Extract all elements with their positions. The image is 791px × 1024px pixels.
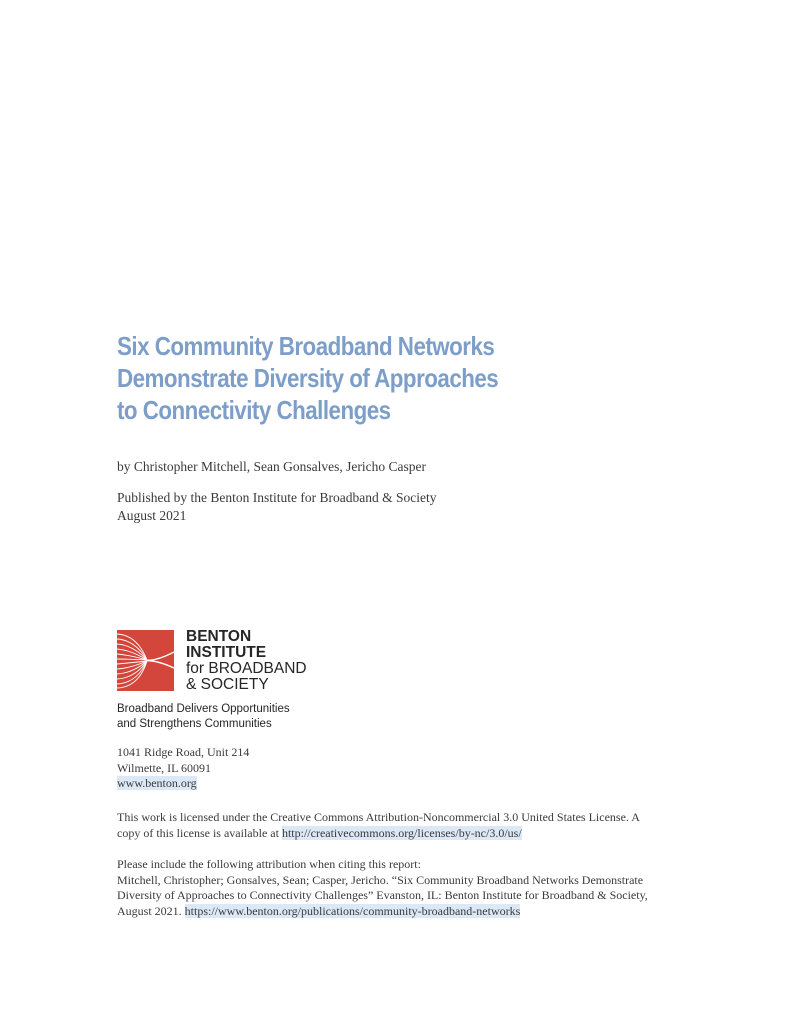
benton-logo-wordmark [186,629,307,693]
title-line-1: Six Community Broadband Networks [117,331,495,361]
license-line-1: This work is licensed under the Creative Commons Attribution-Noncommercial 3.0 United States License. A [117,810,640,824]
logo-for-broadband: for BROADBAND [186,660,307,677]
authors-byline: by Christopher Mitchell, Sean Gonsalves, Jericho Casper [117,459,426,474]
tagline-line-2: and Strengthens Communities [117,718,272,730]
logo-benton: BENTON [186,628,252,645]
license-notice [117,810,677,841]
title-line-3: to Connectivity Challenges [117,395,391,425]
publisher-line: Published by the Benton Institute for Broadband & Society [117,490,437,505]
citation-line-2: Diversity of Approaches to Connectivity Challenges” Evanston, IL: Benton Institute for Broadband & Society, [117,888,648,902]
license-line-2: copy of this license is available at [117,825,282,840]
citation-line-1: Mitchell, Christopher; Gonsalves, Sean; Casper, Jericho. “Six Community Broadband Networks Demonstrate [117,872,644,887]
citation-line-3: August 2021. [117,903,185,918]
benton-logo-icon [117,630,174,691]
license-url-link[interactable]: http://creativecommons.org/licenses/by-nc/3.0/us/ [281,825,522,840]
mailing-address [117,745,249,792]
address-city: Wilmette, IL 60091 [117,760,212,775]
report-title [117,330,599,426]
website-link[interactable]: www.benton.org [117,776,197,790]
publication-date: August 2021 [117,508,187,523]
tagline [117,702,290,732]
logo-institute: INSTITUTE [186,644,267,661]
publisher-info [117,489,436,525]
tagline-line-1: Broadband Delivers Opportunities [117,703,290,715]
logo-society: & SOCIETY [186,676,269,693]
report-url-link[interactable]: https://www.benton.org/publications/community-broadband-networks [184,903,521,918]
title-line-2: Demonstrate Diversity of Approaches [117,363,499,393]
address-street: 1041 Ridge Road, Unit 214 [117,745,250,759]
attribution-intro: Please include the following attribution when citing this report: [117,857,421,871]
citation-attribution [117,857,677,919]
